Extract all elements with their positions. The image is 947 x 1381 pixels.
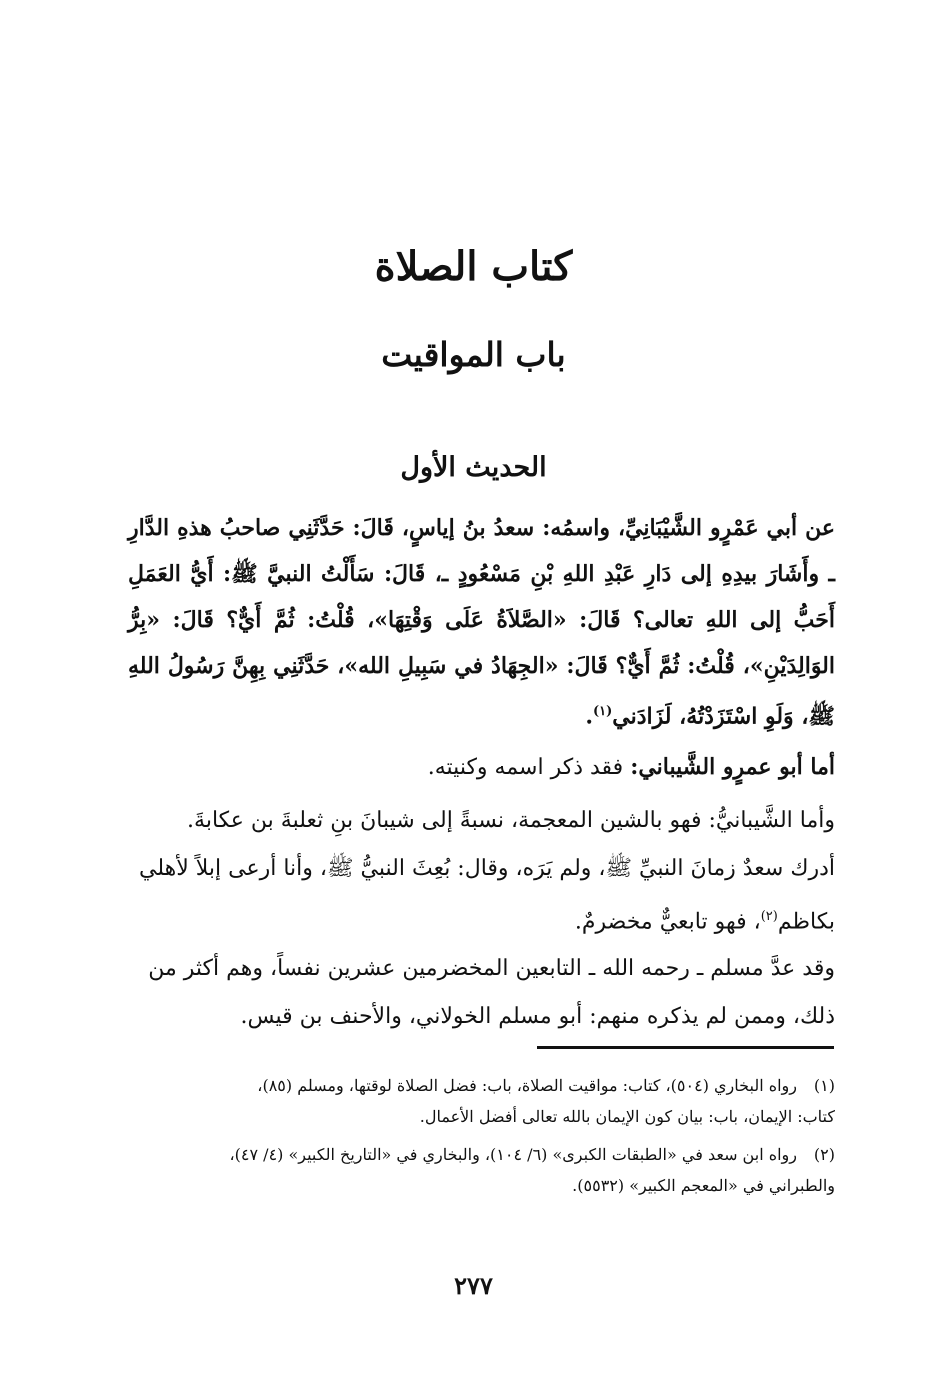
footnote-number: (٢) — [813, 1145, 835, 1164]
paragraph-text: وقد عدَّ مسلم ـ رحمه الله ـ التابعين المخضرمين عشرين نفساً، وهم أكثر من ذلك، وممن لم يذكره منهم: أبو مسلم الخولاني، والأحنف بن قيس. — [148, 956, 835, 1029]
paragraph-text: أدرك سعدٌ زمانَ النبيِّ ﷺ، ولم يَرَه، وقال: بُعِثَ النبيُّ ﷺ، وأنا أرعى إبلاً لأهلي بكاظم — [139, 856, 835, 935]
hadith-title: الحديث الأول — [400, 452, 547, 483]
footnote-1 — [128, 1070, 835, 1132]
hadith-end: . — [585, 703, 593, 730]
commentary-paragraph-4 — [128, 945, 835, 1041]
commentary-paragraph-3 — [128, 845, 835, 946]
paragraph-text-end: ، فهو تابعيٌّ مخضرمٌ. — [574, 909, 761, 935]
paragraph-text: وأما الشَّيبانيُّ: فهو بالشين المعجمة، نسبةً إلى شيبانَ بنِ ثعلبةَ بن عكابةَ. — [187, 808, 835, 833]
footnote-number: (١) — [813, 1076, 835, 1095]
footnote-marker-2: (٢) — [760, 909, 778, 924]
footnote-line: رواه ابن سعد في «الطبقات الكبرى» (٦/ ١٠٤)، والبخاري في «التاريخ الكبير» (٤/ ٤٧)، — [229, 1145, 797, 1164]
book-title: كتاب الصلاة — [374, 243, 573, 290]
paragraph-lead: أما أبو عمرٍو الشَّيباني: — [630, 754, 835, 780]
commentary-paragraph-2 — [128, 797, 835, 845]
footnote-line: والطبراني في «المعجم الكبير» (٥٥٣٢). — [572, 1176, 835, 1195]
footnote-2 — [128, 1139, 835, 1201]
footnote-divider — [537, 1046, 834, 1049]
footnote-marker-1: (١) — [593, 704, 613, 719]
paragraph-text: فقد ذكر اسمه وكنيته. — [427, 755, 624, 780]
commentary-paragraph-1 — [128, 743, 835, 792]
page-number: ٢٧٧ — [454, 1271, 493, 1300]
chapter-title: باب المواقيت — [381, 335, 566, 374]
footnote-line: كتاب: الإيمان، باب: بيان كون الإيمان بالله تعالى أفضل الأعمال. — [419, 1107, 835, 1126]
hadith-text — [128, 505, 835, 739]
hadith-body: عن أبي عَمْرٍو الشَّيْبَانِيِّ، واسمُه: سعدُ بنُ إياسٍ، قَالَ: حَدَّثَنِي صاحبُ هذهِ الدَّارِ ـ وأَشَارَ بيدِهِ إلى دَارِ عَبْدِ اللهِ بْنِ مَسْعُودٍ ـ، قَالَ: سَأَلْتُ النبيَّ ﷺ: أَيُّ العَمَلِ أَحَبُّ إلى اللهِ تعالى؟ قَالَ: «الصَّلاَةُ عَلَى وَقْتِهَا»، قُلْتُ: ثُمَّ أَيٌّ؟ قَالَ: «بِرُّ الوَالِدَيْنِ»، قُلْتُ: ثُمَّ أَيٌّ؟ قَالَ: «الجِهَادُ في سَبِيلِ الله»، حَدَّثَنِي بِهِنَّ رَسُولُ اللهِ ﷺ، وَلَوِ اسْتَزَدْتُهُ، لَزَادَني — [128, 515, 835, 730]
footnote-line: رواه البخاري (٥٠٤)، كتاب: مواقيت الصلاة، باب: فضل الصلاة لوقتها، ومسلم (٨٥)، — [257, 1076, 797, 1095]
